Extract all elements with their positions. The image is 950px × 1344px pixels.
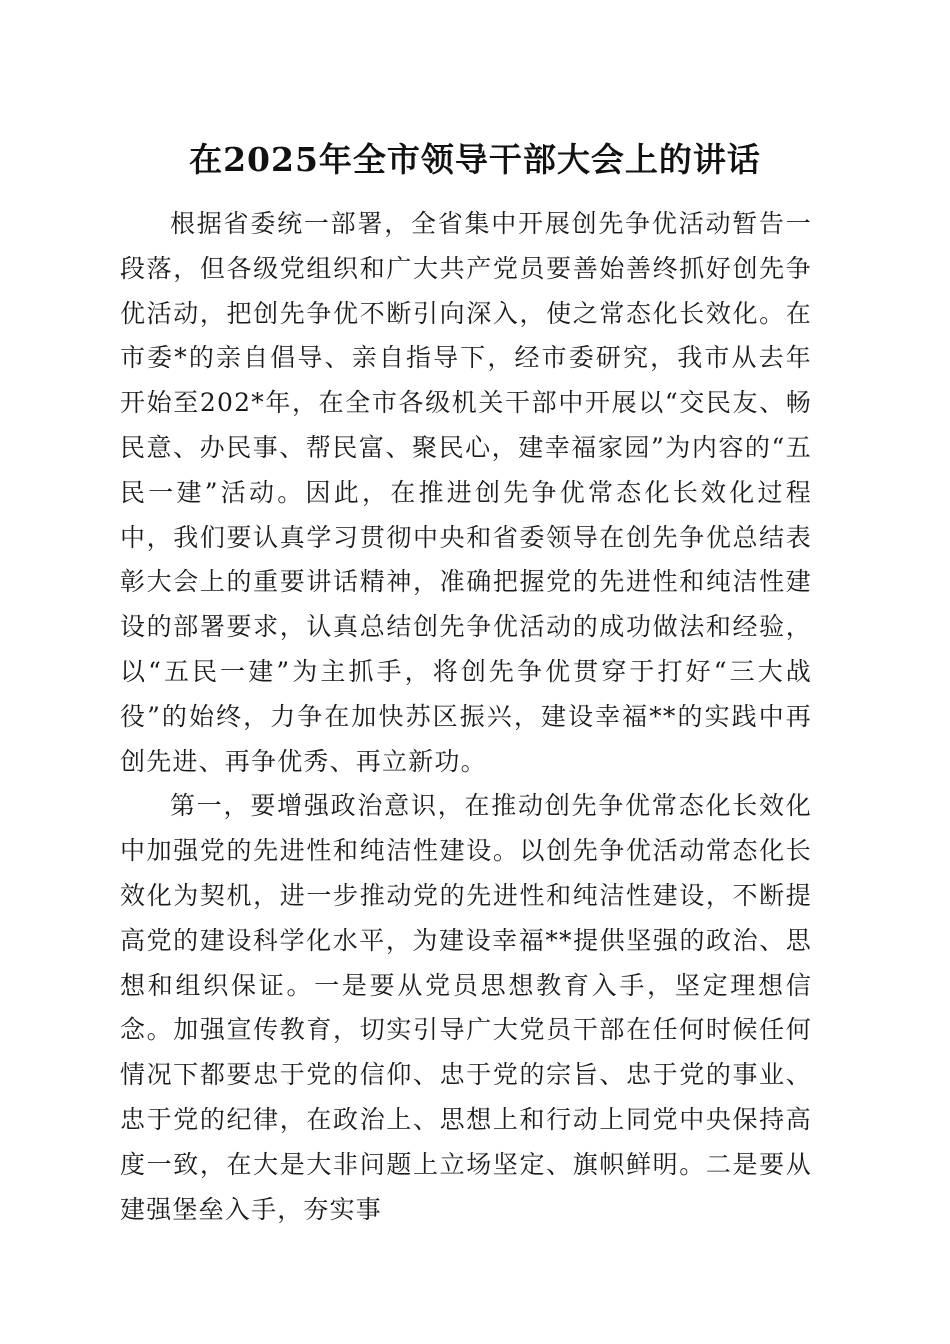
paragraph-intro: 根据省委统一部署，全省集中开展创先争优活动暂告一段落，但各级党组织和广大共产党员要善始善终抓好创先争优活动，把创先争优不断引向深入，使之常态化长效化。在市委*的亲自倡导、亲自指导下，经市委研究，我市从去年开始至202*年，在全市各级机关干部中开展以“交民友、畅民意、办民事、帮民富、聚民心，建幸福家园”为内容的“五民一建”活动。因此，在推进创先争优常态化长效化过程中，我们要认真学习贯彻中央和省委领导在创先争优总结表彰大会上的重要讲话精神，准确把握党的先进性和纯洁性建设的部署要求，认真总结创先争优活动的成功做法和经验，以“五民一建”为主抓手，将创先争优贯穿于打好“三大战役”的始终，力争在加快苏区振兴，建设幸福**的实践中再创先进、再争优秀、再立新功。: [120, 209, 812, 776]
paragraph-first-point: 第一，要增强政治意识，在推动创先争优常态化长效化中加强党的先进性和纯洁性建设。以创先争优活动常态化长效化为契机，进一步推动党的先进性和纯洁性建设，不断提高党的建设科学化水平，为建设幸福**提供坚强的政治、思想和组织保证。一是要从党员思想教育入手，坚定理想信念。加强宣传教育，切实引导广大党员干部在任何时候任何情况下都要忠于党的信仰、忠于党的宗旨、忠于党的事业、忠于党的纪律，在政治上、思想上和行动上同党中央保持高度一致，在大是大非问题上立场坚定、旗帜鲜明。二是要从建强堡垒入手，夯实事: [120, 791, 812, 1224]
document-title: 在2025年全市领导干部大会上的讲话: [189, 140, 761, 179]
document-body: [120, 202, 812, 1232]
